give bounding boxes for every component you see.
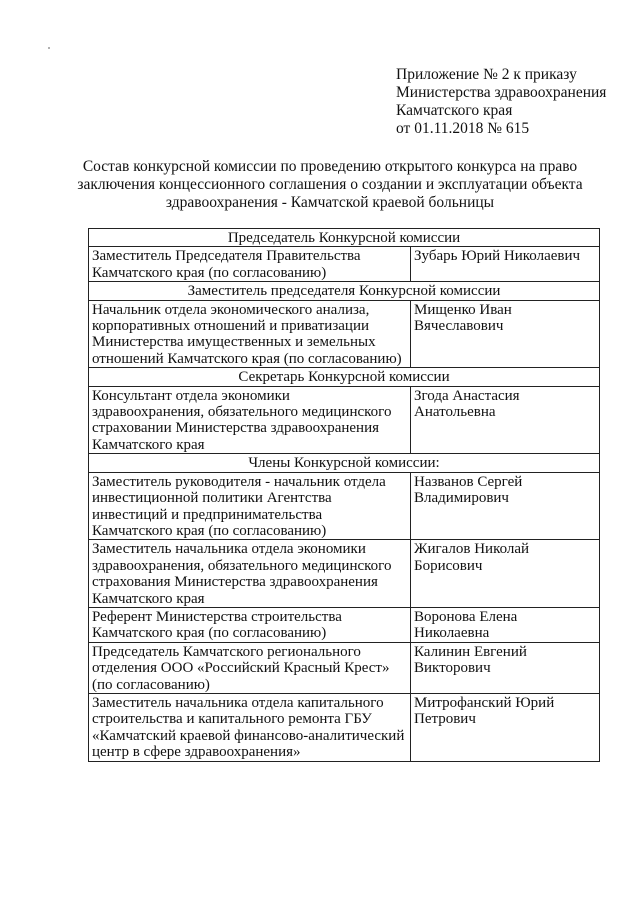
name-line: Згода Анастасия	[414, 387, 520, 404]
section-header-row	[89, 454, 600, 472]
position-line: Министерства имущественных и земельных	[92, 334, 376, 351]
name-line: Жигалов Николай	[414, 541, 530, 558]
section-header-row	[89, 368, 600, 386]
position-line: Заместитель руководителя - начальник отдела	[92, 473, 386, 490]
appendix-header	[396, 66, 626, 138]
name-line: Воронова Елена	[414, 608, 518, 625]
name-line: Владимирович	[414, 490, 509, 507]
position-line: Камчатского края	[92, 590, 205, 607]
commission-table-body	[89, 229, 600, 762]
title-line: здравоохранения - Камчатской краевой больницы	[165, 194, 495, 211]
scan-speck	[48, 47, 50, 49]
member-name	[411, 386, 600, 454]
name-line: Названов Сергей	[414, 473, 523, 490]
member-position	[89, 642, 411, 693]
position-line: Председатель Камчатского регионального	[92, 643, 361, 660]
position-line: здравоохранения, обязательного медицинского	[92, 557, 392, 574]
section-header-row	[89, 282, 600, 300]
title-line: заключения концессионного соглашения о создании и эксплуатации объекта	[77, 176, 583, 193]
member-name	[411, 247, 600, 282]
member-row	[89, 300, 600, 368]
member-row	[89, 472, 600, 540]
name-line: Митрофанский Юрий	[414, 694, 555, 711]
member-row	[89, 386, 600, 454]
position-line: Заместитель Председателя Правительства	[92, 248, 361, 265]
position-line: центр в сфере здравоохранения»	[92, 744, 301, 761]
member-position	[89, 472, 411, 540]
appendix-line: Приложение № 2 к приказу	[396, 66, 577, 83]
section-heading: Секретарь Конкурсной комиссии	[89, 368, 600, 386]
position-line: отделения ООО «Российский Красный Крест»	[92, 660, 390, 677]
position-line: страховании Министерства здравоохранения	[92, 420, 379, 437]
name-line: Викторович	[414, 660, 491, 677]
section-heading: Председатель Конкурсной комиссии	[89, 229, 600, 247]
member-row	[89, 693, 600, 761]
member-name	[411, 472, 600, 540]
position-line: Начальник отдела экономического анализа,	[92, 301, 370, 318]
position-line: Камчатского края (по согласованию)	[92, 625, 327, 642]
position-line: Референт Министерства строительства	[92, 608, 342, 625]
name-line: Николаевна	[414, 625, 490, 642]
position-line: отношений Камчатского края (по согласованию)	[92, 350, 402, 367]
member-name	[411, 607, 600, 642]
position-line: инвестиционной политики Агентства	[92, 490, 332, 507]
name-line: Зубарь Юрий Николаевич	[414, 248, 581, 265]
position-line: корпоративных отношений и приватизации	[92, 318, 370, 335]
appendix-line: от 01.11.2018 № 615	[396, 120, 530, 137]
section-header-row	[89, 229, 600, 247]
position-line: (по согласованию)	[92, 676, 210, 693]
member-name	[411, 693, 600, 761]
section-heading: Члены Конкурсной комиссии:	[89, 454, 600, 472]
member-name	[411, 540, 600, 608]
position-line: Камчатского края	[92, 436, 205, 453]
member-row	[89, 247, 600, 282]
member-name	[411, 300, 600, 368]
name-line: Петрович	[414, 711, 476, 728]
member-row	[89, 540, 600, 608]
appendix-line: Министерства здравоохранения	[396, 84, 607, 101]
position-line: инвестиций и предпринимательства	[92, 506, 323, 523]
position-line: «Камчатский краевой финансово-аналитический	[92, 727, 405, 744]
position-line: Консультант отдела экономики	[92, 387, 290, 404]
member-position	[89, 540, 411, 608]
position-line: страхования Министерства здравоохранения	[92, 574, 378, 591]
position-line: Камчатского края (по согласованию)	[92, 264, 327, 281]
member-position	[89, 300, 411, 368]
position-line: Заместитель начальника отдела капитального	[92, 694, 384, 711]
name-line: Мищенко Иван	[414, 301, 512, 318]
member-row	[89, 607, 600, 642]
title-line: Состав конкурсной комиссии по проведению открытого конкурса на право	[82, 158, 578, 175]
position-line: строительства и капитального ремонта ГБУ	[92, 711, 372, 728]
member-position	[89, 247, 411, 282]
name-line: Борисович	[414, 557, 483, 574]
member-position	[89, 386, 411, 454]
member-row	[89, 642, 600, 693]
document-title	[60, 158, 600, 212]
name-line: Вячеславович	[414, 318, 504, 335]
member-name	[411, 642, 600, 693]
commission-table	[88, 228, 600, 762]
appendix-line: Камчатского края	[396, 102, 513, 119]
member-position	[89, 693, 411, 761]
member-position	[89, 607, 411, 642]
position-line: Заместитель начальника отдела экономики	[92, 541, 366, 558]
name-line: Калинин Евгений	[414, 643, 527, 660]
name-line: Анатольевна	[414, 404, 496, 421]
section-heading: Заместитель председателя Конкурсной комиссии	[89, 282, 600, 300]
position-line: здравоохранения, обязательного медицинского	[92, 404, 392, 421]
position-line: Камчатского края (по согласованию)	[92, 522, 327, 539]
